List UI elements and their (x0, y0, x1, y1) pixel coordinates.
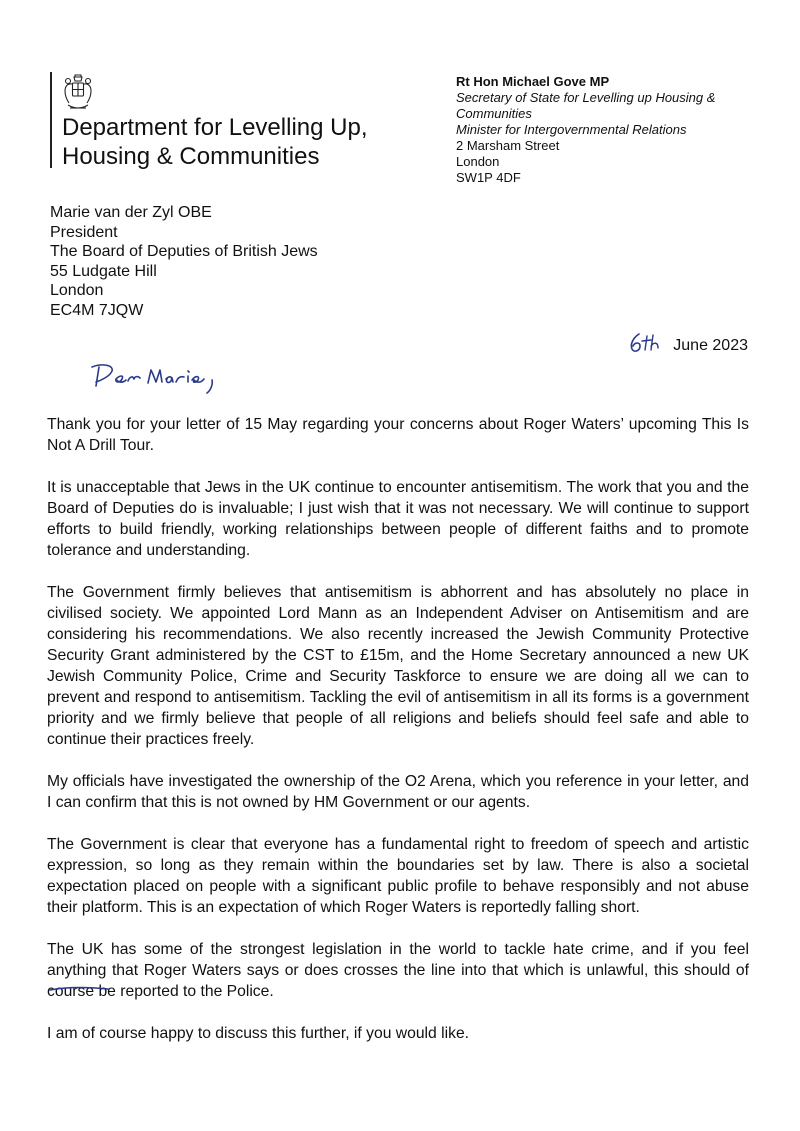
recipient-block (50, 203, 318, 320)
body-paragraph: The UK has some of the strongest legislation in the world to tackle hate crime, and if you feel anything that Roger Waters says or does crosses the line into that which is unlawful, this should of course be reported to the Police. (47, 941, 749, 1000)
letterhead-divider (50, 72, 52, 168)
body-paragraph: It is unacceptable that Jews in the UK continue to encounter antisemitism. The work that you and the Board of Deputies do is invaluable; I just wish that it was not necessary. We will continue to support efforts to build friendly, working relationships between people of different faiths and to promote tolerance and understanding. (47, 479, 749, 559)
sender-name: Rt Hon Michael Gove MP (456, 74, 610, 89)
sender-address-line3: SW1P 4DF (456, 170, 521, 185)
body-paragraph: Thank you for your letter of 15 May regarding your concerns about Roger Waters’ upcoming This Is Not A Drill Tour. (47, 416, 749, 454)
department-name-line1: Department for Levelling Up, (62, 114, 368, 141)
sender-title-line1: Secretary of State for Levelling up Housing & (456, 90, 716, 105)
sender-title-line2: Communities (456, 106, 532, 121)
royal-coat-of-arms-icon (60, 72, 96, 112)
recipient-organisation: The Board of Deputies of British Jews (50, 243, 318, 260)
date-month-year: June 2023 (673, 337, 748, 354)
body-paragraph: I am of course happy to discuss this further, if you would like. (47, 1025, 470, 1042)
recipient-name: Marie van der Zyl OBE (50, 204, 212, 221)
sender-address-line2: London (456, 154, 500, 169)
handwritten-underline (48, 985, 110, 993)
department-name-line2: Housing & Communities (62, 143, 320, 170)
recipient-postcode: EC4M 7JQW (50, 301, 144, 319)
department-name (62, 113, 367, 171)
recipient-address-line2: London (50, 282, 104, 299)
body-paragraph: The Government is clear that everyone has a fundamental right to freedom of speech and artistic expression, so long as they remain within the boundaries set by law. There is also a societal expectation placed on people with a significant public profile to behave responsibly and not abuse their platform. This is an expectation of which Roger Waters is reportedly falling short. (47, 836, 749, 916)
body-paragraph: The Government firmly believes that antisemitism is abhorrent and has absolutely no place in civilised society. We appointed Lord Mann as an Independent Adviser on Antisemitism and are considering his recommendations. We also recently increased the Jewish Community Protective Security Grant administered by the CST to £15m, and the Home Secretary announced a new UK Jewish Community Police, Crime and Security Taskforce to ensure we are doing all we can to prevent and respond to antisemitism. Tackling the evil of antisemitism in all its forms is a government priority and we firmly believe that people of all religions and beliefs should feel safe and able to continue their practices freely. (47, 584, 749, 748)
handwritten-day (627, 330, 671, 356)
sender-block (456, 74, 715, 186)
handwritten-salutation (88, 358, 223, 398)
letter-body (47, 414, 749, 1065)
sender-address-line1: 2 Marsham Street (456, 138, 560, 153)
body-paragraph: My officials have investigated the ownership of the O2 Arena, which you reference in your letter, and I can confirm that this is not owned by HM Government or our agents. (47, 773, 749, 811)
letter-date (627, 330, 748, 356)
sender-title-line3: Minister for Intergovernmental Relations (456, 122, 687, 137)
recipient-address-line1: 55 Ludgate Hill (50, 262, 157, 280)
recipient-position: President (50, 223, 118, 241)
